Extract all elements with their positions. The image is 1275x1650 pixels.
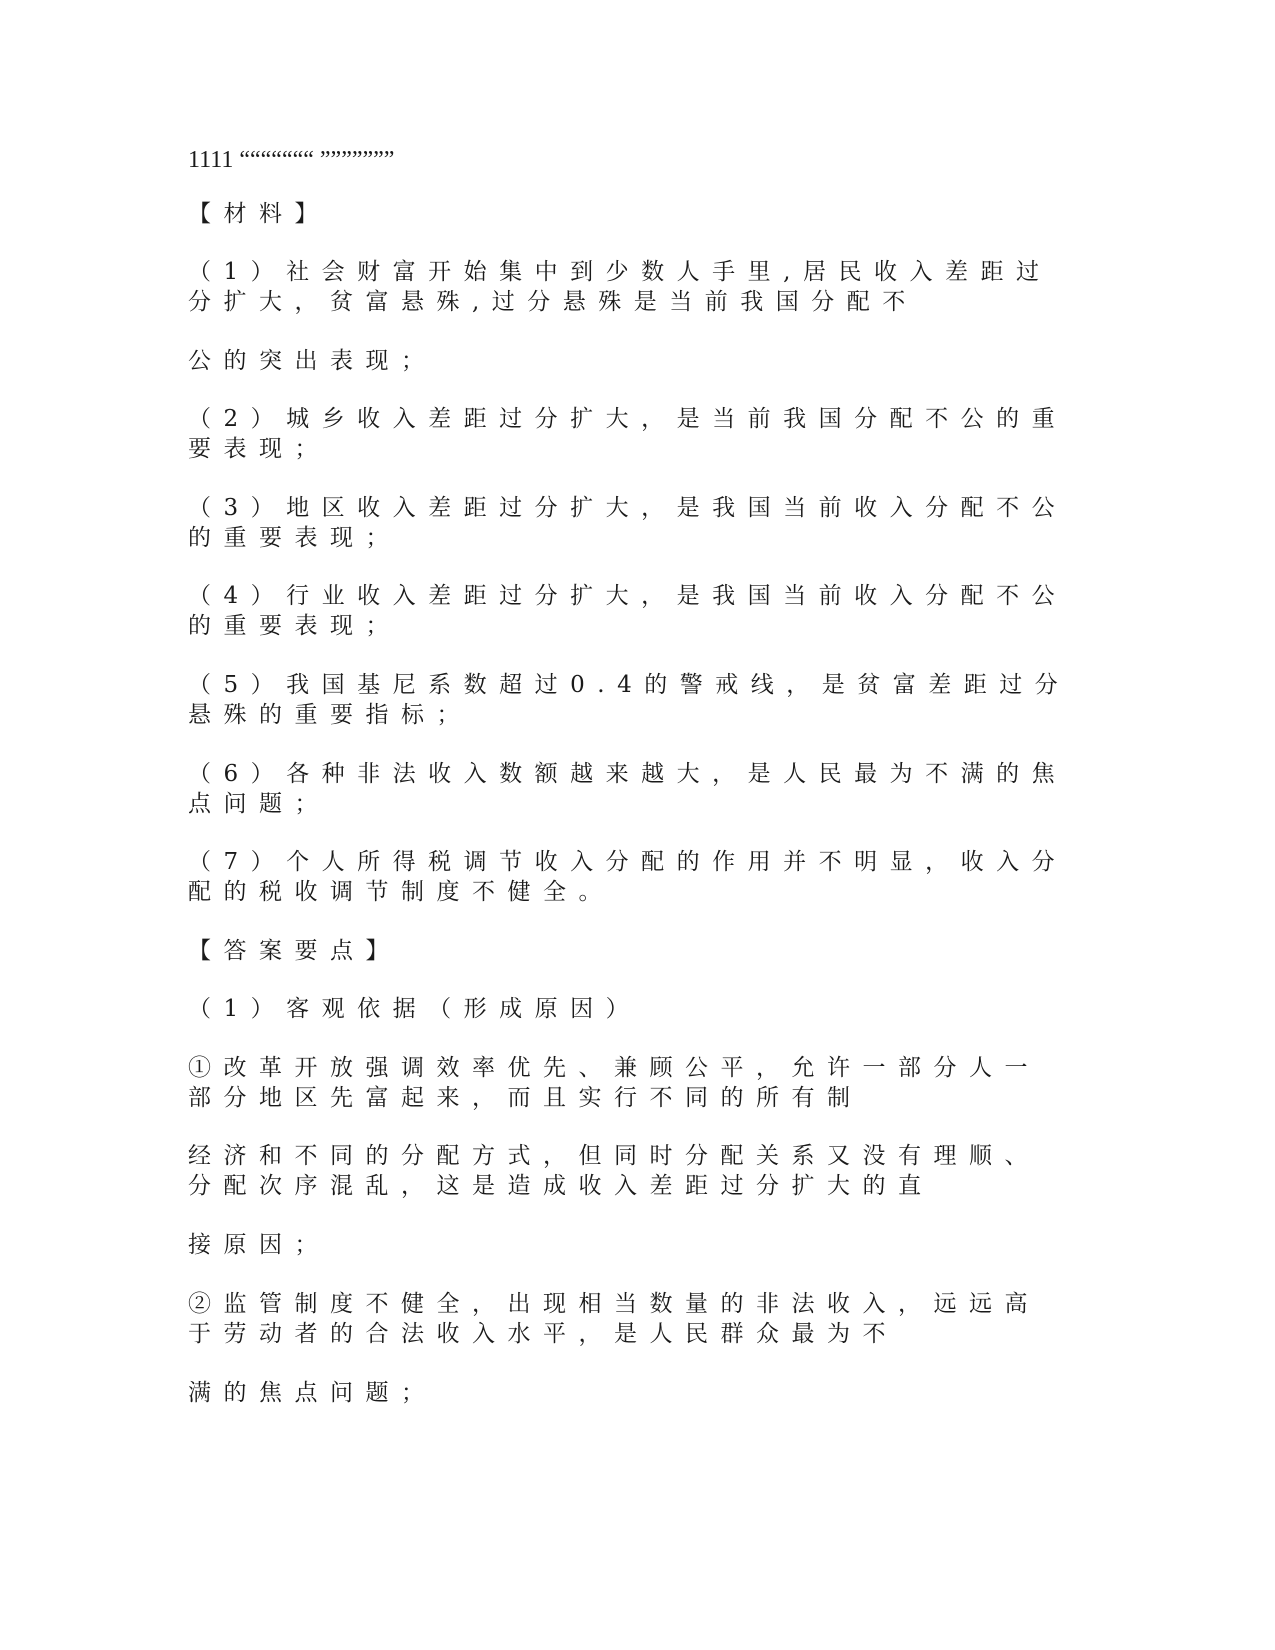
paragraph-line: 接原因； <box>188 1232 330 1258</box>
paragraph-line: 分扩大，贫富悬殊,过分悬殊是当前我国分配不 <box>188 289 918 315</box>
paragraph-line: （1）客观依据（形成原因） <box>188 996 642 1022</box>
paragraph-line: 要表现； <box>188 436 330 462</box>
paragraph-line: 部分地区先富起来，而且实行不同的所有制 <box>188 1085 863 1111</box>
paragraph-line: 于劳动者的合法收入水平，是人民群众最为不 <box>188 1321 898 1347</box>
paragraph-line: 的重要表现； <box>188 613 401 639</box>
paragraph-line: （2）城乡收入差距过分扩大，是当前我国分配不公的重 <box>188 406 1068 432</box>
section-heading-answer: 【答案要点】 <box>188 938 401 964</box>
paragraph-line: （3）地区收入差距过分扩大，是我国当前收入分配不公 <box>188 495 1068 521</box>
paragraph-line: 点问题； <box>188 791 330 817</box>
paragraph-line: 悬殊的重要指标； <box>188 702 472 728</box>
paragraph-line: （7）个人所得税调节收入分配的作用并不明显，收入分 <box>188 849 1068 875</box>
paragraph-line: 分配次序混乱，这是造成收入差距过分扩大的直 <box>188 1173 934 1199</box>
paragraph-line: （1）社会财富开始集中到少数人手里,居民收入差距过 <box>188 259 1052 285</box>
paragraph-line: （5）我国基尼系数超过0.4的警戒线，是贫富差距过分 <box>188 672 1071 698</box>
section-heading-material: 【材料】 <box>188 201 330 227</box>
paragraph-line: ②监管制度不健全，出现相当数量的非法收入，远远高 <box>188 1291 1040 1317</box>
paragraph-line: （6）各种非法收入数额越来越大，是人民最为不满的焦 <box>188 761 1068 787</box>
paragraph-line: ①改革开放强调效率优先、兼顾公平，允许一部分人一 <box>188 1055 1040 1081</box>
paragraph-line: 公的突出表现； <box>188 348 437 374</box>
paragraph-line: 配的税收调节制度不健全。 <box>188 879 614 905</box>
paragraph-line: （4）行业收入差距过分扩大，是我国当前收入分配不公 <box>188 583 1068 609</box>
paragraph-line: 满的焦点问题； <box>188 1380 437 1406</box>
paragraph-line: 的重要表现； <box>188 525 401 551</box>
page-header: 1111 “““““““ ””””””” <box>188 147 395 173</box>
paragraph-line: 经济和不同的分配方式，但同时分配关系又没有理顺、 <box>188 1143 1040 1169</box>
